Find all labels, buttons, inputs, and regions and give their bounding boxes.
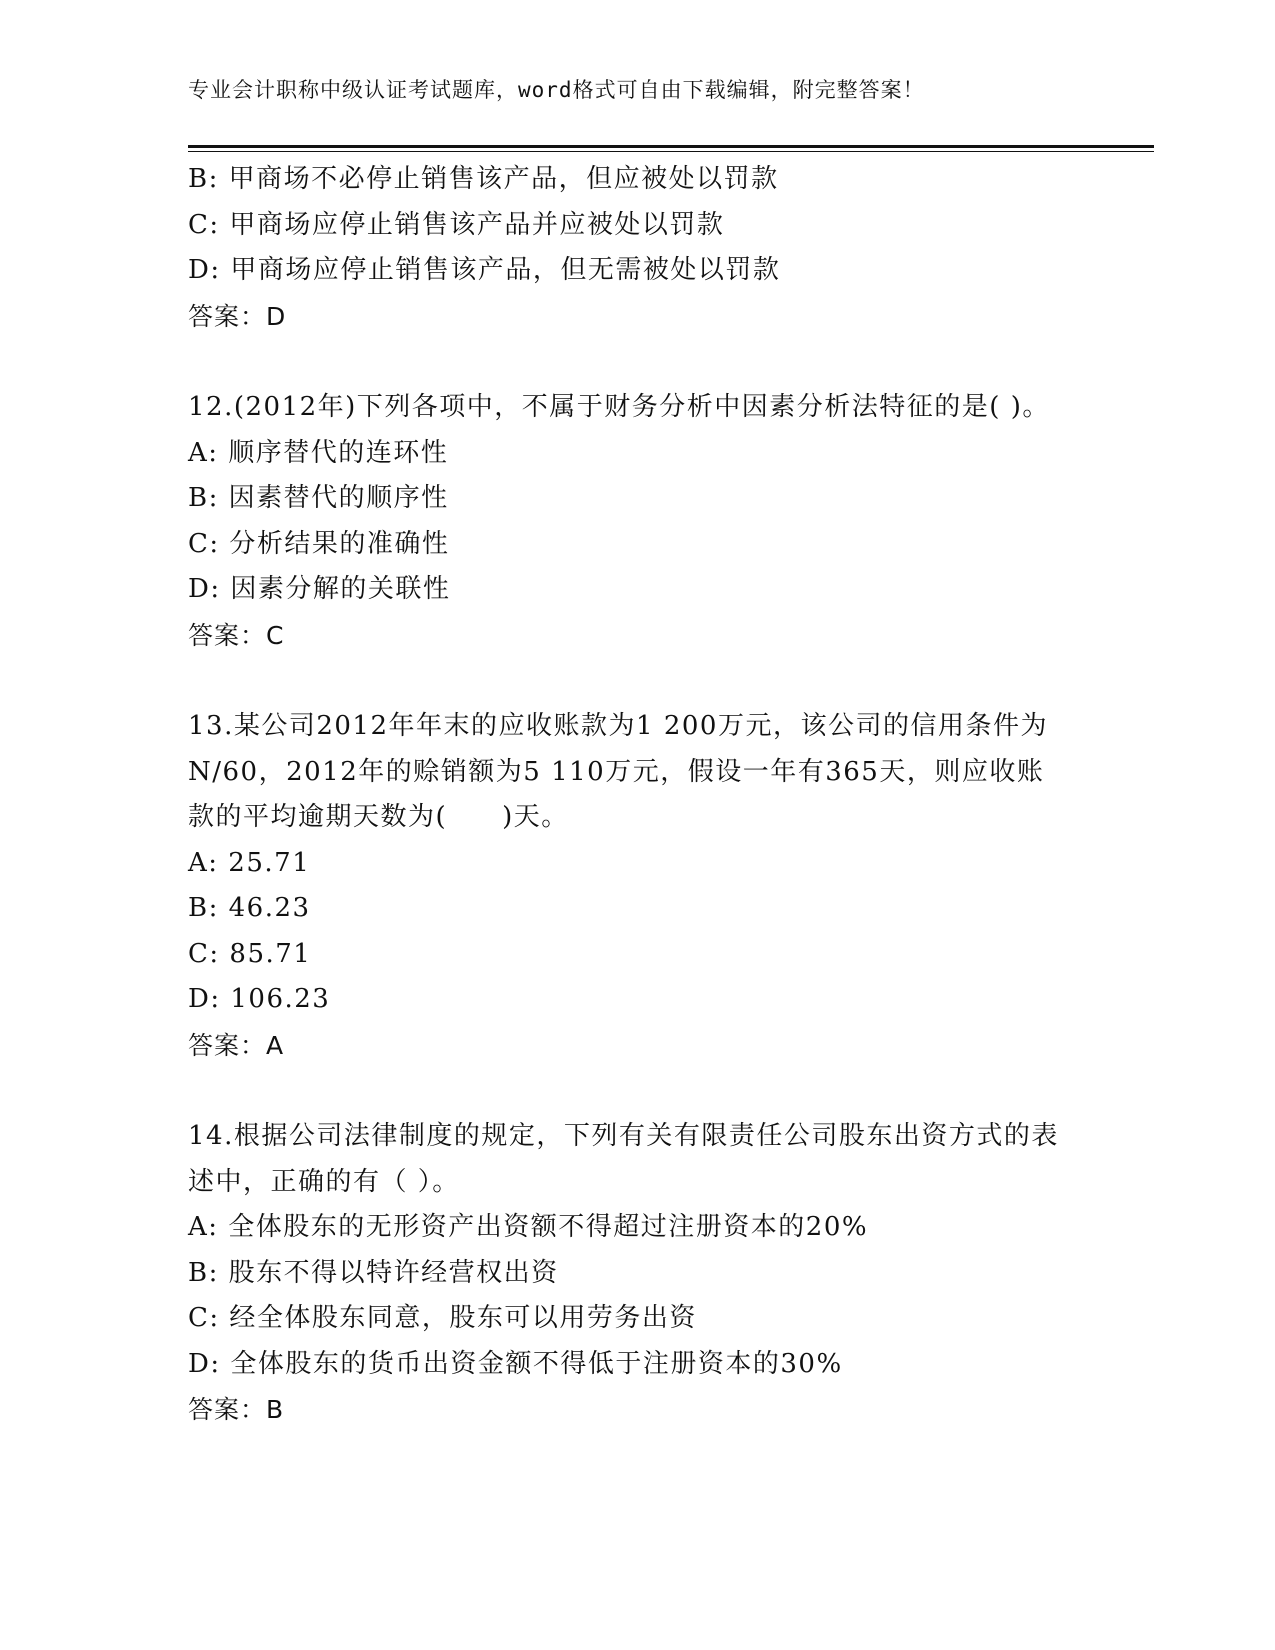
question-stem: 14.根据公司法律制度的规定，下列有关有限责任公司股东出资方式的表述中，正确的有（ ）。 <box>188 1121 1059 1197</box>
answer: 答案：B <box>188 1395 285 1424</box>
option-c: C: 85.71 <box>188 938 312 969</box>
option-a: A: 25.71 <box>188 847 311 878</box>
spacer <box>188 339 1068 385</box>
option-d: D: 因素分解的关联性 <box>188 574 451 604</box>
header-divider-thin <box>188 151 1154 152</box>
option-d: D: 甲商场应停止销售该产品，但无需被处以罚款 <box>188 255 781 285</box>
option-d: D: 全体股东的货币出资金额不得低于注册资本的30% <box>188 1348 843 1379</box>
page-header: 专业会计职称中级认证考试题库，word格式可自由下载编辑，附完整答案！ <box>188 78 925 102</box>
question-stem: 13.某公司2012年年末的应收账款为1 200万元，该公司的信用条件为N/60，2012年的赊销额为5 110万元，假设一年有365天，则应收账款的平均逾期天数为( )天。 <box>188 711 1048 832</box>
header-divider-thick <box>188 145 1154 148</box>
option-a: A: 全体股东的无形资产出资额不得超过注册资本的20% <box>188 1212 869 1242</box>
option-c: C: 经全体股东同意，股东可以用劳务出资 <box>188 1303 697 1333</box>
question-13 <box>188 704 1068 1068</box>
answer: 答案：A <box>188 1030 285 1060</box>
option-b: B: 股东不得以特许经营权出资 <box>188 1257 559 1288</box>
question-14 <box>188 1114 1068 1433</box>
answer: 答案：C <box>188 620 285 650</box>
spacer <box>188 1068 1068 1114</box>
option-d: D: 106.23 <box>188 984 331 1014</box>
question-12 <box>188 385 1068 658</box>
option-b: B: 甲商场不必停止销售该产品，但应被处以罚款 <box>188 164 779 194</box>
option-b: B: 46.23 <box>188 893 311 923</box>
question-list <box>188 157 1068 1433</box>
question-stem: 12.(2012年)下列各项中，不属于财务分析中因素分析法特征的是( )。 <box>188 392 1050 422</box>
spacer <box>188 658 1068 704</box>
option-b: B: 因素替代的顺序性 <box>188 483 449 513</box>
option-c: C: 甲商场应停止销售该产品并应被处以罚款 <box>188 209 725 240</box>
option-c: C: 分析结果的准确性 <box>188 528 450 559</box>
question-11 <box>188 157 1068 339</box>
option-a: A: 顺序替代的连环性 <box>188 437 449 468</box>
answer: 答案：D <box>188 301 287 331</box>
